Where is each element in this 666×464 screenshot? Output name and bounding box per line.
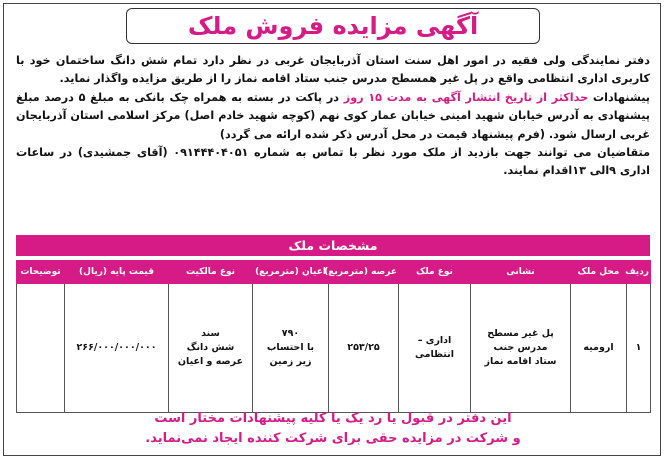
header-building-area: اعیان (مترمربع) xyxy=(253,261,329,284)
cell-row-number: ۱ xyxy=(627,284,651,413)
header-address: نشانی xyxy=(471,261,571,284)
ad-body xyxy=(16,52,650,181)
header-ownership-type: نوع مالکیت xyxy=(169,261,253,284)
auction-advertisement xyxy=(3,3,661,456)
ad-title: آگهی مزایده فروش ملک xyxy=(187,12,479,40)
header-land-area: عرصه (مترمربع) xyxy=(329,261,399,284)
footer-line-1: این دفتر در قبول یا رد یک یا کلیه پیشنهادات مختار است xyxy=(154,411,512,426)
cell-notes xyxy=(17,284,65,413)
header-location: محل ملک xyxy=(571,261,627,284)
body-paragraph-2 xyxy=(16,89,650,144)
body-paragraph-3: متقاضیان می توانند جهت بازدید از ملک مورد نظر با تماس به شماره ۰۹۱۴۴۴۰۴۰۵۱ (آقای جمشیدی) در ساعات اداری ۹الی ۱۳اقدام نمایند. xyxy=(16,146,650,178)
footer-disclaimer xyxy=(16,409,650,449)
deadline-highlight: حداکثر از تاریخ انتشار آگهی به مدت ۱۵ روز xyxy=(343,90,589,104)
body-paragraph-1: دفتر نمایندگی ولی فقیه در امور اهل سنت استان آذربایجان غربی در نظر دارد تمام شش دانگ ساختمان خود با کاربری اداری انتظامی واقع در پل غیر همسطح مدرس جنب ستاد اقامه نماز را از طریق مزایده واگذار نماید. xyxy=(16,54,650,86)
body-paragraph-2-start: پیشنهادات xyxy=(588,90,650,104)
cell-address: پل غیر مسطح مدرس جنب ستاد اقامه نماز xyxy=(471,284,571,413)
cell-location: ارومیه xyxy=(571,284,627,413)
header-row-number: ردیف xyxy=(627,261,651,284)
table-header-row xyxy=(17,261,651,284)
table-row xyxy=(17,284,651,413)
footer-line-2: و شرکت در مزایده حقی برای شرکت کننده ایجاد نمی‌نماید. xyxy=(145,431,521,446)
cell-base-price: ۲۶۶/۰۰۰/۰۰۰/۰۰۰ xyxy=(65,284,169,413)
cell-land-area: ۲۵۳/۲۵ xyxy=(329,284,399,413)
cell-property-type: اداری – انتظامی xyxy=(399,284,471,413)
property-spec-table xyxy=(16,260,651,413)
header-base-price: قیمت پایه (ریال) xyxy=(65,261,169,284)
header-notes: توضیحات xyxy=(17,261,65,284)
cell-building-area: ۷۹۰ با احتساب زیر زمین xyxy=(253,284,329,413)
cell-ownership-type: سند شش دانگ عرصه و اعیان xyxy=(169,284,253,413)
header-property-type: نوع ملک xyxy=(399,261,471,284)
section-header: مشخصات ملک xyxy=(16,235,650,256)
body-paragraph-2-end: در پاکت در بسته به همراه چک بانکی به مبلغ ۵ درصد مبلغ پیشنهادی به آدرس خیابان شهید امینی خیابان عمار کوی نهم (کوچه شهید خادم اصل) مرکز اسلامی استان آذربایجان غربی ارسال شود. (فرم پیشنهاد قیمت در محل آدرس ذکر شده ارائه می گردد) xyxy=(16,90,650,141)
title-box xyxy=(126,8,540,44)
